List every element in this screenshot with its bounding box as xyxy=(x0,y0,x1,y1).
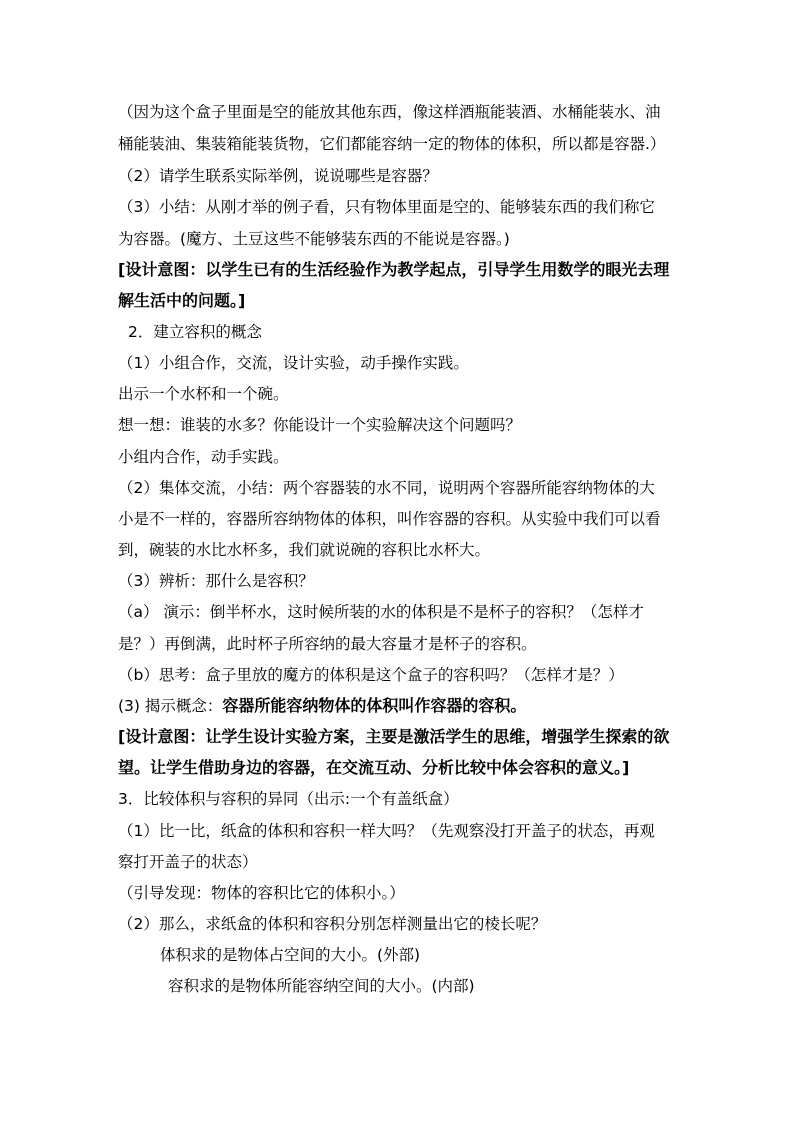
paragraph-line: 想一想：谁装的水多？你能设计一个实验解决这个问题吗？ xyxy=(118,416,522,434)
paragraph-line: （1）小组合作，交流，设计实验，动手操作实践。 xyxy=(118,354,469,372)
concept-label: (3) 揭示概念： xyxy=(118,697,223,715)
design-intent-line: [设计意图：以学生已有的生活经验作为教学起点，引导学生用数学的眼光去理 xyxy=(118,260,670,279)
paragraph-line: （2）那么，求纸盒的体积和容积分别怎样测量出它的棱长呢？ xyxy=(118,915,547,933)
paragraph-line: （b）思考：盒子里放的魔方的体积是这个盒子的容积吗？（怎样才是？） xyxy=(118,666,624,684)
paragraph-line: （2）集体交流，小结：两个容器装的水不同，说明两个容器所能容纳物体的大 xyxy=(118,479,655,497)
paragraph-line: 出示一个水杯和一个碗。 xyxy=(118,385,289,403)
paragraph-line: 桶能装油、集装箱能装货物，它们都能容纳一定的物体的体积，所以都是容器.） xyxy=(118,135,666,153)
design-intent-line: 解生活中的问题。] xyxy=(118,291,246,310)
indented-line: 容积求的是物体所能容纳空间的大小。(内部) xyxy=(168,977,475,995)
concept-definition: 容器所能容纳物体的体积叫作容器的容积。 xyxy=(222,696,527,715)
paragraph-line: （3）辨析：那什么是容积？ xyxy=(118,572,314,590)
paragraph-line: 为容器。(魔方、土豆这些不能够装东西的不能说是容器。) xyxy=(118,230,510,248)
concept-line xyxy=(118,696,526,716)
paragraph-line: （1）比一比，纸盒的体积和容积一样大吗？（先观察没打开盖子的状态，再观 xyxy=(118,822,655,840)
section-heading: 2．建立容积的概念 xyxy=(128,323,262,341)
section-heading: 3．比较体积与容积的异同（出示:一个有盖纸盒） xyxy=(118,790,459,808)
design-intent-line: 望。让学生借助身边的容器，在交流互动、分析比较中体会容积的意义。] xyxy=(118,758,630,777)
paragraph-line: 小是不一样的，容器所容纳物体的体积，叫作容器的容积。从实验中我们可以看 xyxy=(118,510,661,528)
paragraph-line: （因为这个盒子里面是空的能放其他东西，像这样酒瓶能装酒、水桶能装水、油 xyxy=(118,103,661,121)
paragraph-line: 到，碗装的水比水杯多，我们就说碗的容积比水杯大。 xyxy=(118,541,491,559)
paragraph-line: 察打开盖子的状态） xyxy=(118,853,258,871)
indented-line: 体积求的是物体占空间的大小。(外部) xyxy=(160,946,421,964)
paragraph-line: （3）小结：从刚才举的例子看，只有物体里面是空的、能够装东西的我们称它 xyxy=(118,198,655,216)
design-intent-line: [设计意图：让学生设计实验方案，主要是激活学生的思维，增强学生探索的欲 xyxy=(118,727,670,746)
paragraph-line: （2）请学生联系实际举例，说说哪些是容器？ xyxy=(118,167,438,185)
paragraph-line: 小组内合作，动手实践。 xyxy=(118,448,289,466)
paragraph-line: （引导发现：物体的容积比它的体积小。） xyxy=(118,884,405,902)
paragraph-line: 是？）再倒满，此时杯子所容纳的最大容量才是杯子的容积。 xyxy=(118,635,537,653)
paragraph-line: （a） 演示：倒半杯水，这时候所装的水的体积是不是杯子的容积？（怎样才 xyxy=(118,603,644,621)
